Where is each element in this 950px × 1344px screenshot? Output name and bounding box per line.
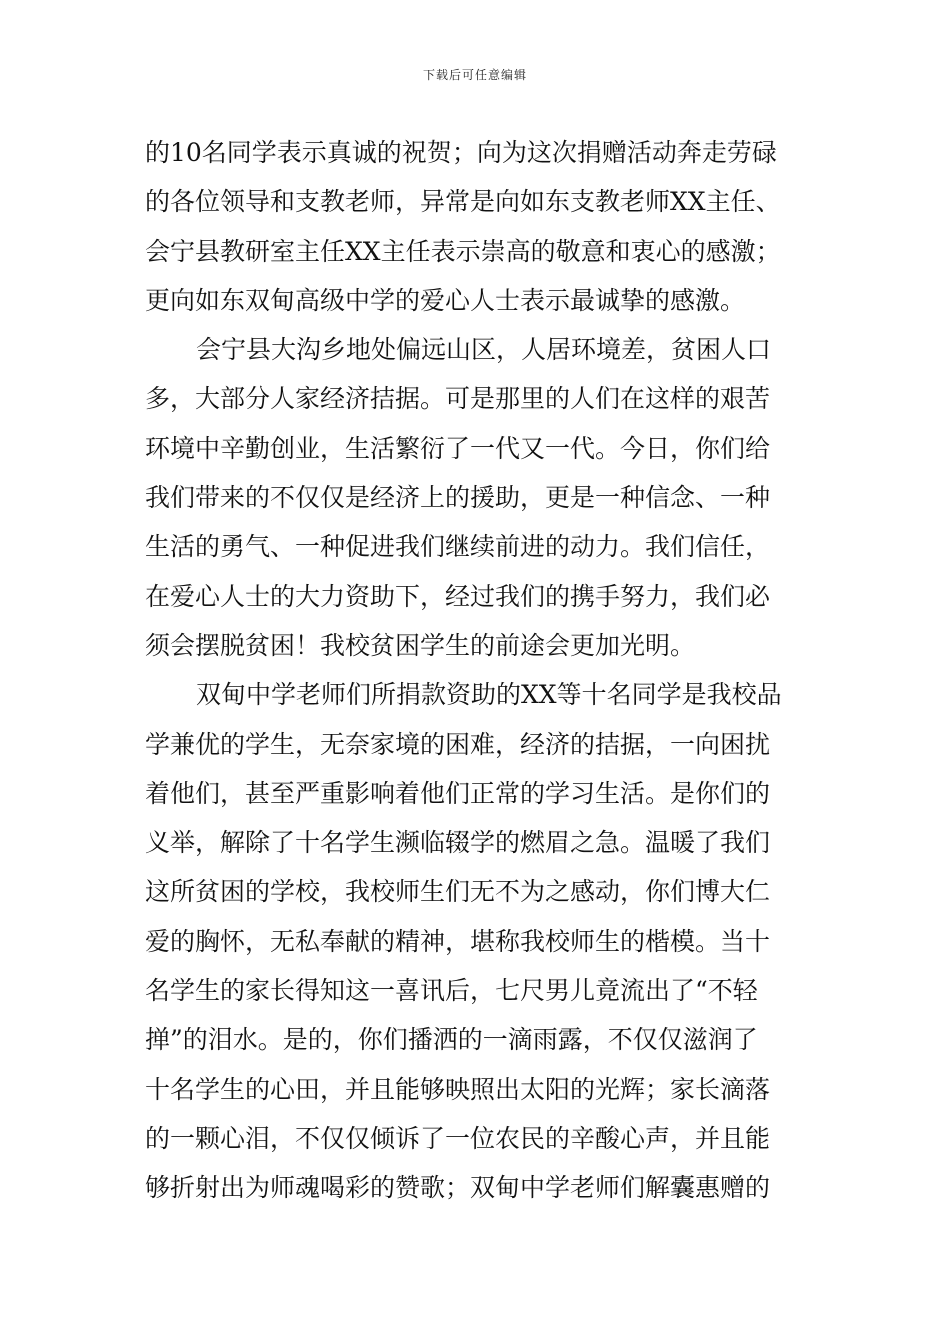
- text-line: 须会摆脱贫困！我校贫困学生的前途会更加光明。: [145, 630, 696, 660]
- text-line: 够折射出为师魂喝彩的赞歌；双甸中学老师们解囊惠赠的: [145, 1173, 771, 1203]
- text-line: 多，大部分人家经济拮据。可是那里的人们在这样的艰苦: [145, 384, 771, 414]
- paragraph-first-line: 双甸中学老师们所捐款资助的XX等十名同学是我校品: [196, 680, 782, 710]
- text-line: 义举，解除了十名学生濒临辍学的燃眉之急。温暖了我们: [145, 828, 771, 858]
- text-line: 在爱心人士的大力资助下，经过我们的携手努力，我们必: [145, 581, 771, 611]
- text-line: 更向如东双甸高级中学的爱心人士表示最诚挚的感激。: [145, 285, 746, 315]
- text-line: 的一颗心泪，不仅仅倾诉了一位农民的辛酸心声，并且能: [145, 1123, 771, 1153]
- text-line: 生活的勇气、一种促进我们继续前进的动力。我们信任，: [145, 532, 771, 562]
- text-line: 的10名同学表示真诚的祝贺；向为这次捐赠活动奔走劳碌: [145, 138, 777, 167]
- text-line: 十名学生的心田，并且能够映照出太阳的光辉；家长滴落: [145, 1074, 771, 1104]
- page-header: 下载后可任意编辑: [422, 68, 527, 82]
- document-body: [145, 128, 810, 1213]
- text-line: 环境中辛勤创业，生活繁衍了一代又一代。今日，你们给: [145, 433, 771, 463]
- text-line: 学兼优的学生，无奈家境的困难，经济的拮据，一向困扰: [145, 729, 771, 759]
- text-line: 会宁县教研室主任XX主任表示崇高的敬意和衷心的感激；: [145, 236, 781, 266]
- text-line: 这所贫困的学校，我校师生们无不为之感动，你们博大仁: [145, 877, 771, 907]
- text-line: 爱的胸怀，无私奉献的精神，堪称我校师生的楷模。当十: [145, 926, 771, 956]
- text-line: 的各位领导和支教老师，异常是向如东支教老师XX主任、: [145, 187, 781, 217]
- paragraph-first-line: 会宁县大沟乡地处偏远山区，人居环境差，贫困人口: [196, 335, 772, 365]
- text-line: 掸”的泪水。是的，你们播洒的一滴雨露，不仅仅滋润了: [145, 1025, 758, 1055]
- text-line: 名学生的家长得知这一喜讯后，七尺男儿竟流出了“不轻: [145, 976, 758, 1006]
- text-line: 着他们，甚至严重影响着他们正常的学习生活。是你们的: [145, 778, 771, 808]
- text-line: 我们带来的不仅仅是经济上的援助，更是一种信念、一种: [145, 483, 771, 513]
